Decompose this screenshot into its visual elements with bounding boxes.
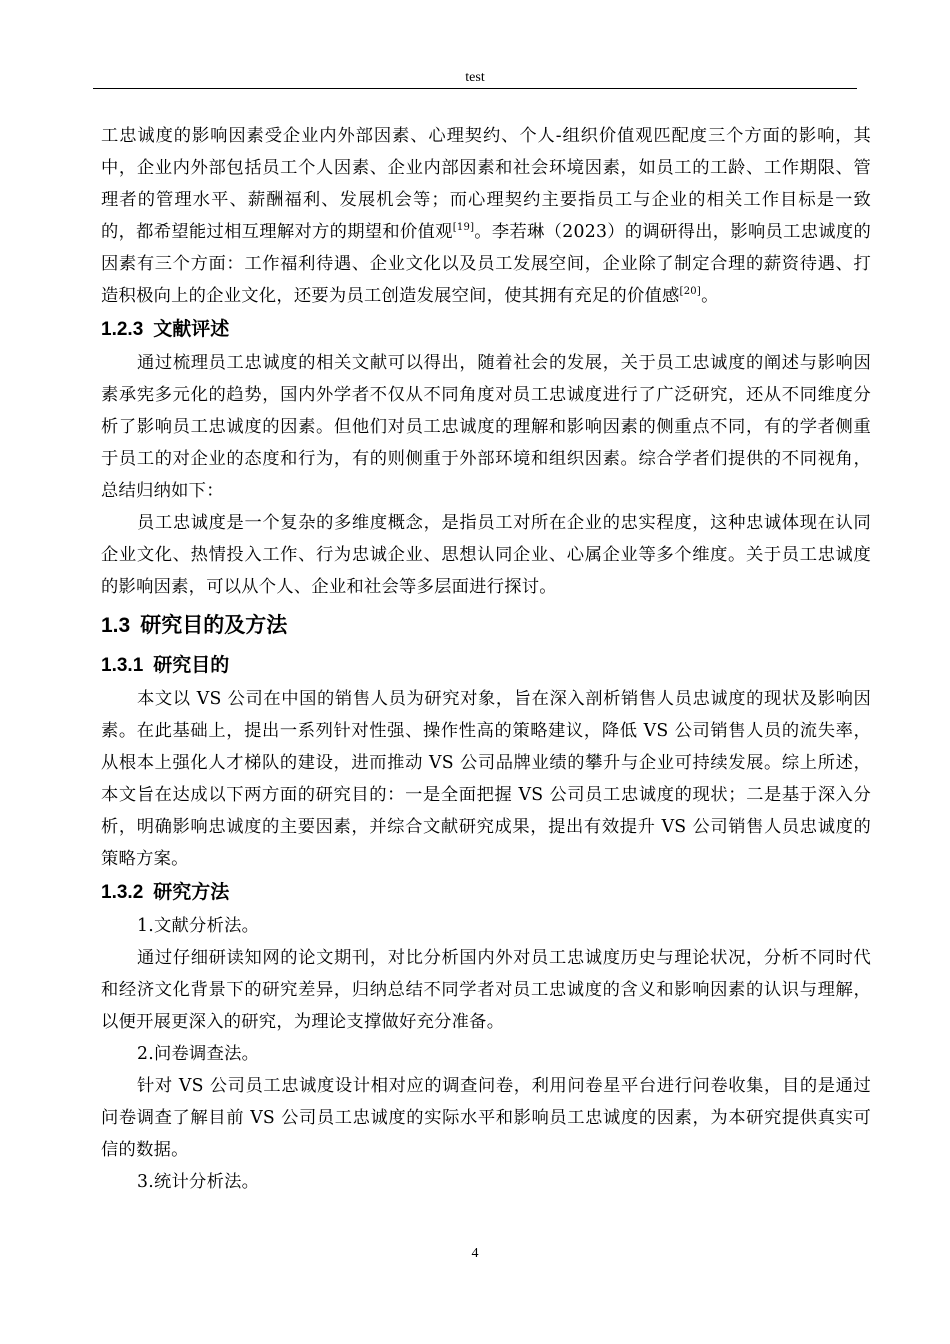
section-heading [101, 648, 871, 683]
section-heading [101, 875, 871, 910]
method-label: 3.统计分析法。 [137, 1172, 260, 1192]
section-title: 研究目的及方法 [140, 613, 288, 637]
section-number: 1.3 [101, 614, 131, 637]
page-number: 4 [471, 1246, 479, 1261]
method-label: 1.文献分析法。 [137, 916, 260, 936]
paragraph [101, 120, 871, 312]
paragraph: 针对 VS 公司员工忠诚度设计相对应的调查问卷，利用问卷星平台进行问卷收集，目的是通过问卷调查了解目前 VS 公司员工忠诚度的实际水平和影响员工忠诚度的因素，为本研究提供真实可信的数据。 [101, 1076, 871, 1160]
paragraph: 员工忠诚度是一个复杂的多维度概念，是指员工对所在企业的忠实程度，这种忠诚体现在认同企业文化、热情投入工作、行为忠诚企业、思想认同企业、心属企业等多个维度。关于员工忠诚度的影响因素，可以从个人、企业和社会等多层面进行探讨。 [101, 513, 871, 597]
section-heading [101, 603, 871, 648]
paragraph-text: 。 [701, 286, 719, 306]
citation: [20] [679, 286, 702, 298]
paragraph: 通过梳理员工忠诚度的相关文献可以得出，随着社会的发展，关于员工忠诚度的阐述与影响因素承宪多元化的趋势，国内外学者不仅从不同角度对员工忠诚度进行了广泛研究，还从不同维度分析了影响员工忠诚度的因素。但他们对员工忠诚度的理解和影响因素的侧重点不同，有的学者侧重于员工的对企业的态度和行为，有的则侧重于外部环境和组织因素。综合学者们提供的不同视角，总结归纳如下： [101, 353, 871, 501]
paragraph: 本文以 VS 公司在中国的销售人员为研究对象，旨在深入剖析销售人员忠诚度的现状及影响因素。在此基础上，提出一系列针对性强、操作性高的策略建议，降低 VS 公司销售人员的流失率，从根本上强化人才梯队的建设，进而推动 VS 公司品牌业绩的攀升与企业可持续发展。综上所述，本文旨在达成以下两方面的研究目的：一是全面把握 VS 公司员工忠诚度的现状；二是基于深入分析，明确影响忠诚度的主要因素，并综合文献研究成果，提出有效提升 VS 公司销售人员忠诚度的策略方案。 [101, 689, 871, 869]
section-number: 1.2.3 [101, 319, 144, 340]
section-number: 1.3.2 [101, 882, 144, 903]
document-body [101, 120, 871, 1198]
section-number: 1.3.1 [101, 655, 144, 676]
paragraph: 通过仔细研读知网的论文期刊，对比分析国内外对员工忠诚度历史与理论状况，分析不同时代和经济文化背景下的研究差异，归纳总结不同学者对员工忠诚度的含义和影响因素的认识与理解，以便开展更深入的研究，为理论支撑做好充分准备。 [101, 948, 871, 1032]
section-heading [101, 312, 871, 347]
paragraph-text: 工忠诚度的影响因素受企业内外部因素、心理契约、个人-组织价值观匹配度三个方面的影响，其中，企业内外部包括员工个人因素、企业内部因素和社会环境因素，如员工的工龄、工作期限、管理者的管理水平、薪酬福利、发展机会等；而心理契约主要指员工与企业的相关工作目标是一致的，都希望能过相互理解对方的期望和价值观 [101, 126, 871, 242]
section-title: 研究目的 [153, 654, 230, 676]
section-title: 研究方法 [153, 881, 230, 903]
page-header: test [465, 70, 485, 85]
section-title: 文献评述 [153, 318, 230, 340]
method-label: 2.问卷调查法。 [137, 1044, 260, 1064]
header-rule [93, 88, 857, 89]
paragraph-text: 。李若琳（2023）的调研得出，影响员工忠诚度的因素有三个方面：工作福利待遇、企业文化以及员工发展空间，企业除了制定合理的薪资待遇、打造积极向上的企业文化，还要为员工创造发展空间，使其拥有充足的价值感 [101, 222, 871, 306]
citation: [19] [452, 222, 475, 234]
